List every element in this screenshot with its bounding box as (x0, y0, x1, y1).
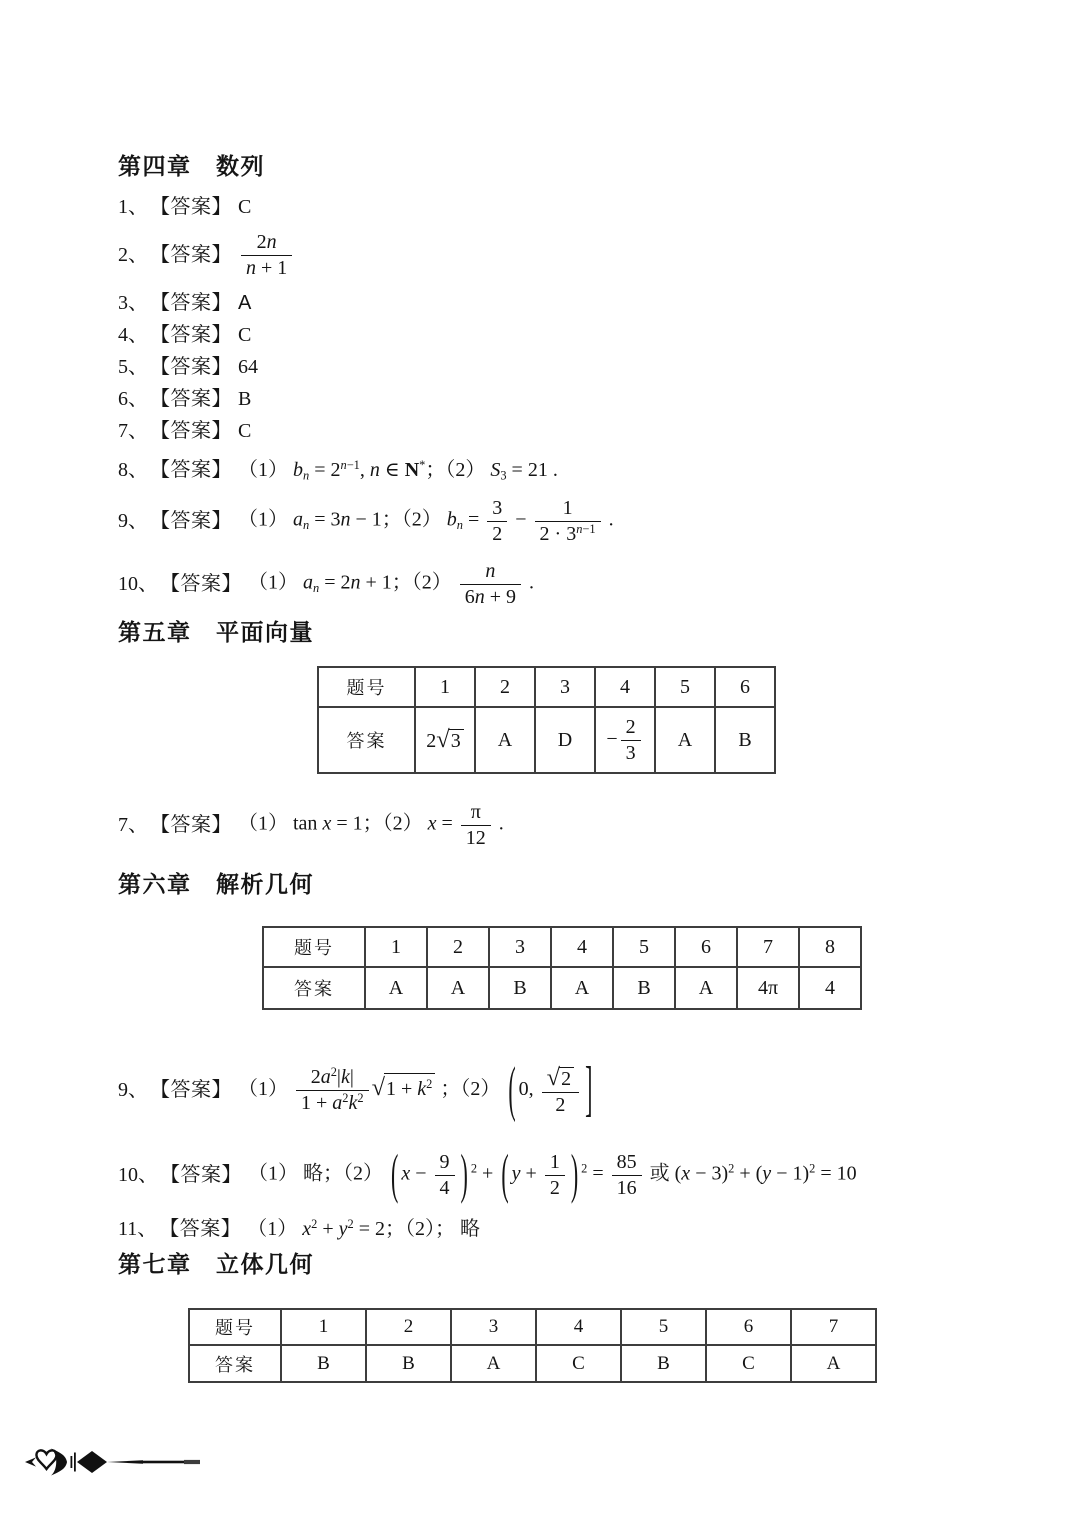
answer-cell: A (791, 1345, 876, 1382)
item-number: 6、 (118, 388, 148, 410)
row-label-qnum: 题号 (189, 1309, 281, 1345)
answer-cell: B (613, 967, 675, 1009)
answer-cell: B (489, 967, 551, 1009)
answer-tag: 【答案】 (150, 388, 232, 410)
row-label-qnum: 题号 (263, 927, 365, 967)
table-row-answers (318, 707, 775, 773)
answer-cell: 4π (737, 967, 799, 1009)
qnum-cell: 6 (706, 1309, 791, 1345)
chapter-title-ch6: 第六章 解析几何 (118, 871, 314, 898)
item-number: 1、 (118, 196, 148, 218)
answer-cell: B (715, 707, 775, 773)
answer-cell: B (281, 1345, 366, 1382)
answer-item-ch4-9 (118, 490, 978, 552)
chapter-title-ch4: 第四章 数列 (118, 153, 265, 180)
math-formula: − $\frac{2}{3}$ (606, 728, 643, 750)
qnum-cell: 1 (415, 667, 475, 707)
answer-cell: B (366, 1345, 451, 1382)
answer-tag: 【答案】 (150, 459, 232, 481)
qnum-cell: 3 (535, 667, 595, 707)
answer-item-ch5-7 (118, 796, 978, 854)
item-number: 4、 (118, 324, 148, 346)
answer-tag: 【答案】 (150, 244, 232, 266)
answer-item-ch4-1 (118, 192, 978, 222)
answer-item-ch4-7 (118, 416, 978, 446)
qnum-cell: 7 (737, 927, 799, 967)
answer-item-ch6-9 (118, 1052, 978, 1128)
answer-cell: A (655, 707, 715, 773)
answer-item-ch4-2 (118, 224, 978, 286)
math-formula: （1） $\frac{2a^2|k|}{1 + a^2k^2}$ √ $1 + k^2$ ；（2） ( 0, $\frac{√ 2}{2}$ ] (238, 1052, 593, 1123)
qnum-cell: 6 (675, 927, 737, 967)
item-number: 9、 (118, 510, 148, 532)
answer-cell (595, 707, 655, 773)
math-formula: （1） $b_n = 2^{n-1}$, n ∈ N*；（2） $S_3 = 21$ . (238, 458, 558, 483)
answer-value: A (238, 292, 252, 314)
answer-value: 64 (238, 356, 258, 378)
answer-tag: 【答案】 (150, 196, 232, 218)
math-formula: （1） tan x = 1；（2） x = $\frac{\pi}{12}$ . (238, 801, 504, 849)
answer-tag: 【答案】 (150, 292, 232, 314)
math-formula: （1） $a_n = 2n + 1$；（2） $\frac{n}{6n + 9}$ . (248, 560, 535, 608)
item-number: 8、 (118, 459, 148, 481)
answer-table-ch5 (317, 666, 776, 774)
answer-tag: 【答案】 (160, 1164, 242, 1186)
table-row-answers (189, 1345, 876, 1382)
qnum-cell: 6 (715, 667, 775, 707)
answer-item-ch6-11 (118, 1212, 978, 1246)
answer-cell: A (427, 967, 489, 1009)
answer-cell: A (365, 967, 427, 1009)
answer-cell: B (621, 1345, 706, 1382)
answer-item-ch6-10 (118, 1141, 978, 1206)
qnum-cell: 5 (613, 927, 675, 967)
qnum-cell: 3 (451, 1309, 536, 1345)
qnum-cell: 1 (281, 1309, 366, 1345)
answer-value: C (238, 420, 252, 442)
table-row-question-numbers (263, 927, 861, 967)
answer-value: C (238, 324, 252, 346)
qnum-cell: 2 (366, 1309, 451, 1345)
answer-value: B (238, 388, 252, 410)
qnum-cell: 4 (595, 667, 655, 707)
item-number: 7、 (118, 420, 148, 442)
qnum-cell: 2 (475, 667, 535, 707)
table-row-question-numbers (189, 1309, 876, 1345)
answer-item-ch4-6 (118, 384, 978, 414)
divider-ornament-icon (25, 1444, 200, 1480)
answer-tag: 【答案】 (150, 814, 232, 836)
answer-cell: A (475, 707, 535, 773)
math-formula: 2√ 3 (426, 730, 463, 752)
table-row-answers (263, 967, 861, 1009)
item-number: 11、 (118, 1218, 158, 1240)
answer-cell (415, 707, 475, 773)
row-label-answer: 答案 (189, 1345, 281, 1382)
answer-table-ch6 (262, 926, 862, 1010)
item-number: 2、 (118, 244, 148, 266)
answer-tag: 【答案】 (159, 1218, 242, 1240)
chapter-title-ch7: 第七章 立体几何 (118, 1251, 314, 1278)
answer-item-ch4-10 (118, 554, 978, 614)
qnum-cell: 7 (791, 1309, 876, 1345)
answer-tag: 【答案】 (150, 324, 232, 346)
answer-cell: A (675, 967, 737, 1009)
answer-item-ch4-8 (118, 452, 978, 488)
qnum-cell: 4 (536, 1309, 621, 1345)
answer-cell: 4 (799, 967, 861, 1009)
answer-cell: A (551, 967, 613, 1009)
answer-value: C (238, 196, 252, 218)
row-label-answer: 答案 (318, 707, 415, 773)
page-content (118, 152, 978, 1383)
answer-item-ch4-4 (118, 320, 978, 350)
answer-cell: D (535, 707, 595, 773)
answer-table-ch7 (188, 1308, 877, 1383)
table-row-question-numbers (318, 667, 775, 707)
item-number: 5、 (118, 356, 148, 378)
answer-tag: 【答案】 (150, 1079, 232, 1101)
math-formula: （1） $a_n = 3n - 1$；（2） $b_n$ = $\frac{3}{2}$ − $\frac{1}{2 \cdot 3^{n-1}}$ . (238, 497, 614, 545)
qnum-cell: 5 (655, 667, 715, 707)
qnum-cell: 8 (799, 927, 861, 967)
qnum-cell: 4 (551, 927, 613, 967)
item-number: 7、 (118, 814, 148, 836)
row-label-qnum: 题号 (318, 667, 415, 707)
item-number: 3、 (118, 292, 148, 314)
math-formula: （1） 略；（2） ( x − $\frac{9}{4}$ ) $^2$ + ( y + $\frac{1}{2}$ ) $^2$ = $\frac{85}{16}$ 或 $(x - 3)^2 + (y - 1)^2 = 10$ (248, 1141, 857, 1205)
answer-tag: 【答案】 (150, 356, 232, 378)
answer-tag: 【答案】 (160, 573, 242, 595)
answer-cell: C (706, 1345, 791, 1382)
answer-item-ch4-3 (118, 288, 978, 318)
qnum-cell: 3 (489, 927, 551, 967)
footer-ornament (25, 1444, 200, 1480)
qnum-cell: 2 (427, 927, 489, 967)
item-number: 10、 (118, 573, 158, 595)
answer-item-ch4-5 (118, 352, 978, 382)
item-number: 10、 (118, 1164, 158, 1186)
row-label-answer: 答案 (263, 967, 365, 1009)
answer-tag: 【答案】 (150, 510, 232, 532)
item-number: 9、 (118, 1079, 148, 1101)
chapter-title-ch5: 第五章 平面向量 (118, 619, 314, 646)
qnum-cell: 1 (365, 927, 427, 967)
answer-tag: 【答案】 (150, 420, 232, 442)
qnum-cell: 5 (621, 1309, 706, 1345)
answer-cell: A (451, 1345, 536, 1382)
math-formula: （1） $x^2 + y^2 = 2$；（2）； 略 (247, 1217, 481, 1240)
math-formula: $\frac{2n}{n + 1}$ (238, 231, 295, 279)
answer-cell: C (536, 1345, 621, 1382)
